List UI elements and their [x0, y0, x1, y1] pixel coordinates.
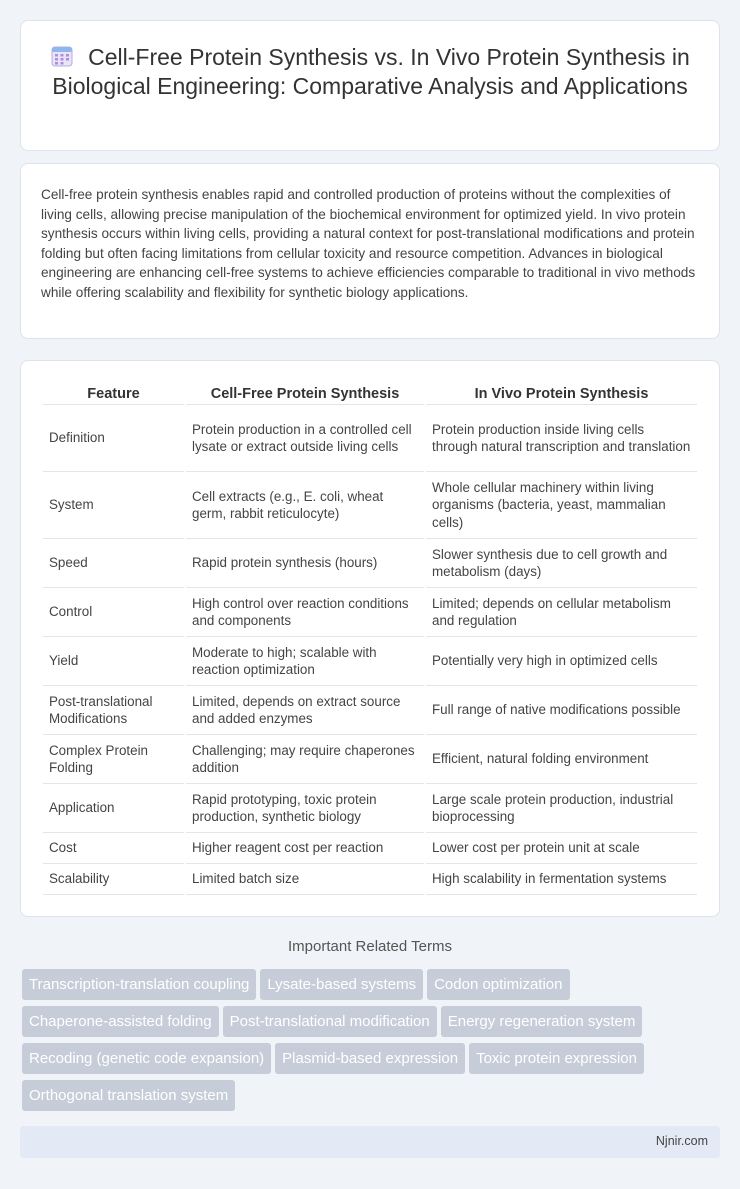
in-vivo-cell: Protein production inside living cells through natural transcription and translation: [426, 405, 697, 472]
in-vivo-cell: Lower cost per protein unit at scale: [426, 833, 697, 864]
title-card: [20, 20, 720, 151]
related-term-tag[interactable]: Chaperone-assisted folding: [22, 1006, 219, 1037]
feature-cell: Cost: [43, 833, 184, 864]
feature-cell: Definition: [43, 405, 184, 472]
table-row: [43, 539, 697, 588]
footer: [20, 1126, 720, 1158]
table-row: [43, 686, 697, 735]
table-row: [43, 833, 697, 864]
feature-cell: Application: [43, 784, 184, 833]
in-vivo-cell: Large scale protein production, industrial bioprocessing: [426, 784, 697, 833]
in-vivo-cell: Efficient, natural folding environment: [426, 735, 697, 784]
feature-cell: Yield: [43, 637, 184, 686]
related-term-tag[interactable]: Post-translational modification: [223, 1006, 437, 1037]
table-body: [43, 405, 697, 895]
table-row: [43, 784, 697, 833]
related-term-tag[interactable]: Toxic protein expression: [469, 1043, 644, 1074]
cell-free-cell: Limited batch size: [186, 864, 424, 895]
cell-free-cell: Rapid protein synthesis (hours): [186, 539, 424, 588]
feature-cell: Post-translational Modifications: [43, 686, 184, 735]
cell-free-cell: Rapid prototyping, toxic protein production, synthetic biology: [186, 784, 424, 833]
related-terms-title: Important Related Terms: [288, 938, 452, 955]
cell-free-cell: Moderate to high; scalable with reaction optimization: [186, 637, 424, 686]
related-term-tag[interactable]: Transcription-translation coupling: [22, 969, 256, 1000]
related-term-tag[interactable]: Lysate-based systems: [260, 969, 423, 1000]
feature-cell: Control: [43, 588, 184, 637]
intro-paragraph: Cell-free protein synthesis enables rapid and controlled production of proteins without the complexities of living cells, allowing precise manipulation of the biochemical environment for optimized yield. In vivo protein synthesis occurs within living cells, providing a natural context for post-translational modifications and protein folding but often facing limitations from cellular toxicity and resource competition. Advances in biological engineering are enhancing cell-free systems to achieve efficiencies comparable to traditional in vivo methods while offering scalability and flexibility for synthetic biology applications.: [41, 187, 696, 300]
cell-free-cell: Higher reagent cost per reaction: [186, 833, 424, 864]
cell-free-cell: Protein production in a controlled cell lysate or extract outside living cells: [186, 405, 424, 472]
page-title: Cell-Free Protein Synthesis vs. In Vivo Protein Synthesis in Biological Engineering: Comparative Analysis and Applications: [52, 44, 690, 99]
in-vivo-cell: Full range of native modifications possible: [426, 686, 697, 735]
feature-cell: Speed: [43, 539, 184, 588]
related-term-tag[interactable]: Orthogonal translation system: [22, 1080, 235, 1111]
table-row: [43, 735, 697, 784]
feature-cell: Complex Protein Folding: [43, 735, 184, 784]
comparison-table: [41, 381, 699, 895]
footer-site-name: Njnir.com: [655, 1134, 708, 1148]
header-cell-free: Cell-Free Protein Synthesis: [186, 381, 424, 405]
table-header-row: [43, 381, 697, 405]
page-title-container: [21, 43, 719, 101]
feature-cell: Scalability: [43, 864, 184, 895]
table-row: [43, 637, 697, 686]
table-row: [43, 864, 697, 895]
cell-free-cell: Limited, depends on extract source and added enzymes: [186, 686, 424, 735]
related-term-tag[interactable]: Energy regeneration system: [441, 1006, 643, 1037]
table-row: [43, 472, 697, 539]
header-feature: Feature: [43, 381, 184, 405]
table-row: [43, 588, 697, 637]
in-vivo-cell: High scalability in fermentation systems: [426, 864, 697, 895]
related-terms-list: [22, 969, 702, 1117]
comparison-card: [20, 360, 720, 917]
in-vivo-cell: Limited; depends on cellular metabolism and regulation: [426, 588, 697, 637]
related-term-tag[interactable]: Recoding (genetic code expansion): [22, 1043, 271, 1074]
feature-cell: System: [43, 472, 184, 539]
intro-card: [20, 163, 720, 339]
related-term-tag[interactable]: Codon optimization: [427, 969, 569, 1000]
cell-free-cell: High control over reaction conditions and components: [186, 588, 424, 637]
header-in-vivo: In Vivo Protein Synthesis: [426, 381, 697, 405]
calendar-icon: [50, 44, 74, 68]
cell-free-cell: Challenging; may require chaperones addition: [186, 735, 424, 784]
in-vivo-cell: Whole cellular machinery within living organisms (bacteria, yeast, mammalian cells): [426, 472, 697, 539]
cell-free-cell: Cell extracts (e.g., E. coli, wheat germ, rabbit reticulocyte): [186, 472, 424, 539]
in-vivo-cell: Potentially very high in optimized cells: [426, 637, 697, 686]
table-row: [43, 405, 697, 472]
in-vivo-cell: Slower synthesis due to cell growth and metabolism (days): [426, 539, 697, 588]
related-term-tag[interactable]: Plasmid-based expression: [275, 1043, 465, 1074]
